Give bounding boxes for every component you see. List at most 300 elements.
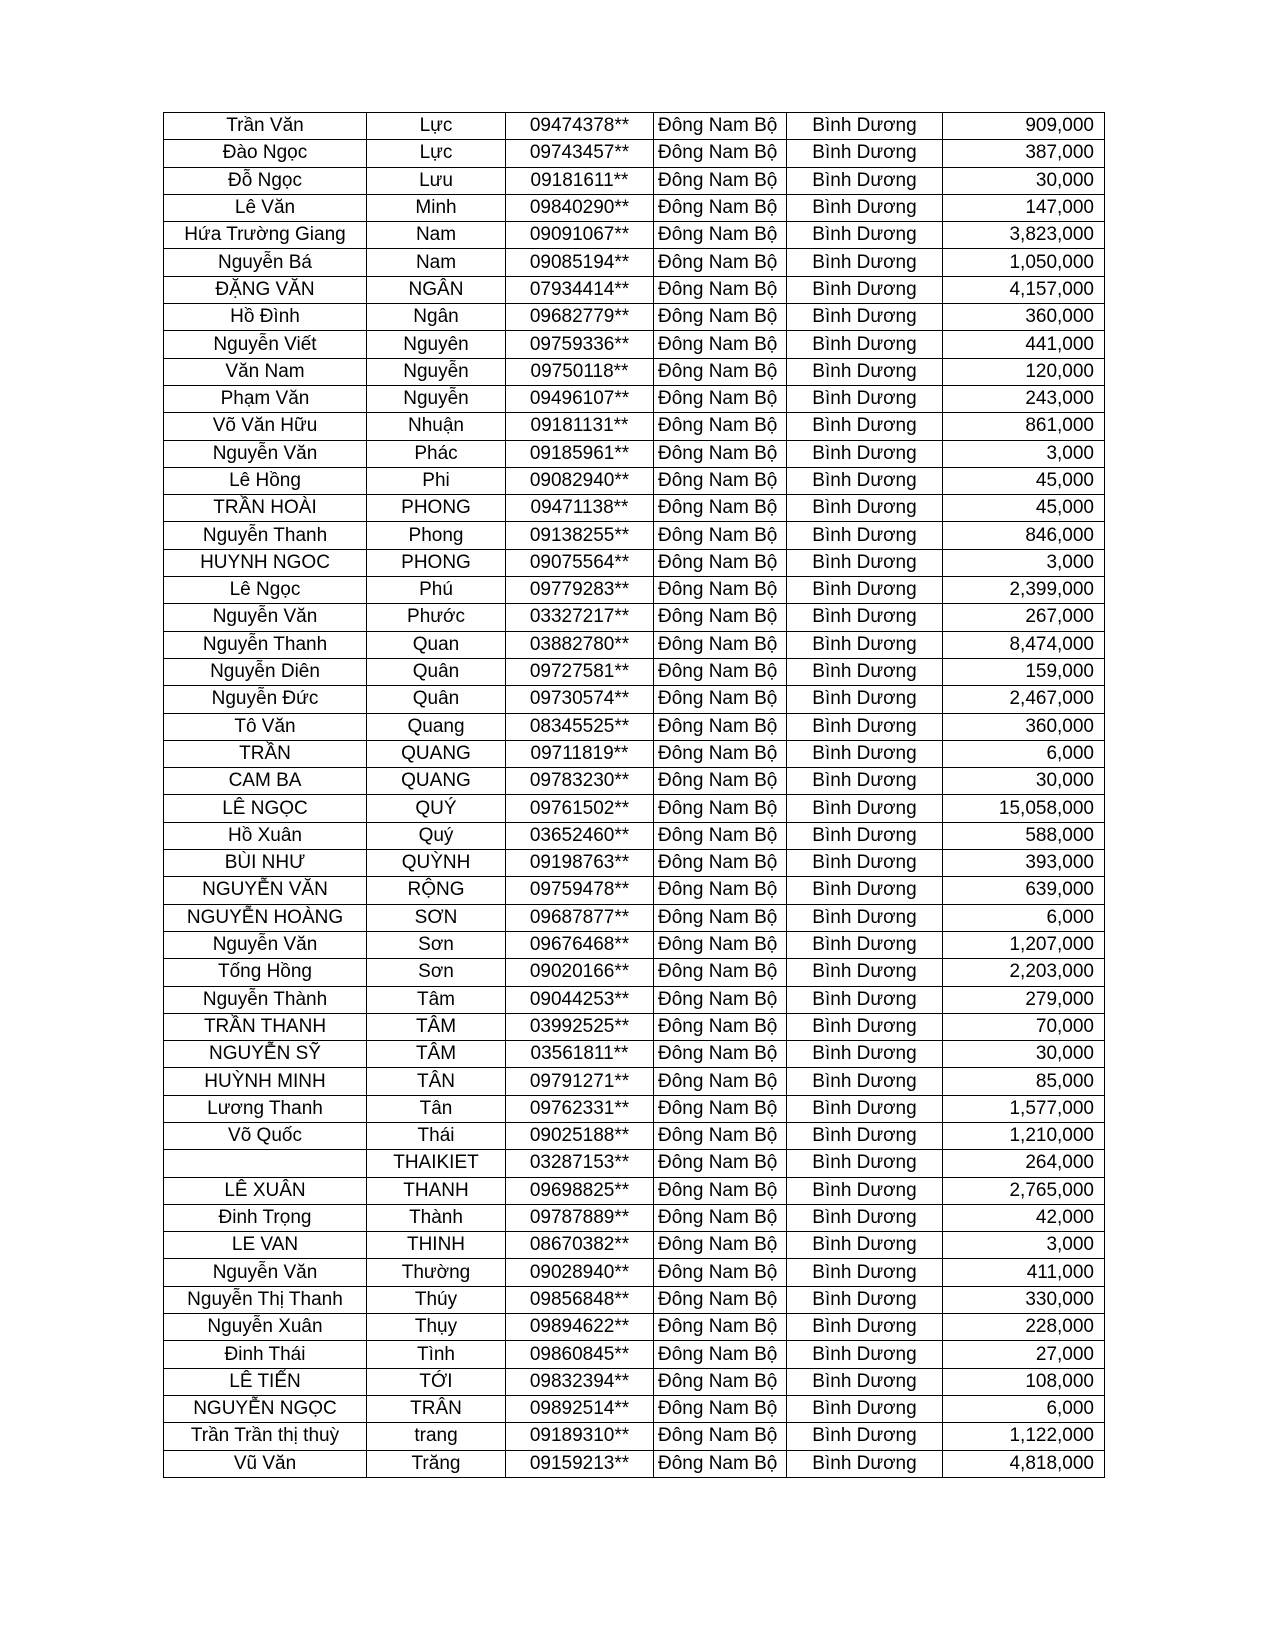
region-cell: Đông Nam Bộ [654,1095,787,1122]
region-cell: Đông Nam Bộ [654,304,787,331]
table-row [164,467,1105,494]
table-row [164,713,1105,740]
given-name-cell: Sơn [367,959,506,986]
phone-cell: 09743457** [506,140,654,167]
phone-cell: 09682779** [506,304,654,331]
surname-cell: HUỲNH MINH [164,1068,367,1095]
province-cell: Bình Dương [787,304,943,331]
province-cell: Bình Dương [787,1341,943,1368]
phone-cell: 09025188** [506,1122,654,1149]
phone-cell: 09860845** [506,1341,654,1368]
table-row [164,1041,1105,1068]
given-name-cell: RỘNG [367,877,506,904]
phone-cell: 09779283** [506,577,654,604]
phone-cell: 09892514** [506,1395,654,1422]
province-cell: Bình Dương [787,495,943,522]
table-body [164,113,1105,1478]
amount-cell: 147,000 [943,194,1105,221]
province-cell: Bình Dương [787,877,943,904]
surname-cell: Võ Văn Hữu [164,413,367,440]
region-cell: Đông Nam Bộ [654,959,787,986]
given-name-cell: Nguyễn [367,385,506,412]
amount-cell: 108,000 [943,1368,1105,1395]
region-cell: Đông Nam Bộ [654,413,787,440]
surname-cell: Võ Quốc [164,1122,367,1149]
region-cell: Đông Nam Bộ [654,931,787,958]
surname-cell: Hồ Xuân [164,822,367,849]
phone-cell: 09856848** [506,1286,654,1313]
region-cell: Đông Nam Bộ [654,331,787,358]
surname-cell: Nguyễn Thị Thanh [164,1286,367,1313]
region-cell: Đông Nam Bộ [654,658,787,685]
region-cell: Đông Nam Bộ [654,113,787,140]
surname-cell: LE VAN [164,1232,367,1259]
surname-cell: Lê Văn [164,194,367,221]
table-row [164,877,1105,904]
given-name-cell: Sơn [367,931,506,958]
given-name-cell: Minh [367,194,506,221]
province-cell: Bình Dương [787,385,943,412]
region-cell: Đông Nam Bộ [654,904,787,931]
amount-cell: 15,058,000 [943,795,1105,822]
surname-cell: Trần Trần thị thuỳ [164,1423,367,1450]
amount-cell: 639,000 [943,877,1105,904]
amount-cell: 4,818,000 [943,1450,1105,1477]
phone-cell: 09759478** [506,877,654,904]
given-name-cell: trang [367,1423,506,1450]
table-row [164,1314,1105,1341]
region-cell: Đông Nam Bộ [654,385,787,412]
given-name-cell: Phú [367,577,506,604]
surname-cell: Tô Văn [164,713,367,740]
table-row [164,822,1105,849]
given-name-cell: Tân [367,1095,506,1122]
table-row [164,1423,1105,1450]
surname-cell: Nguyễn Thanh [164,522,367,549]
phone-cell: 09185961** [506,440,654,467]
surname-cell: NGUYỄN SỸ [164,1041,367,1068]
given-name-cell: Thường [367,1259,506,1286]
province-cell: Bình Dương [787,904,943,931]
given-name-cell: QUÝ [367,795,506,822]
province-cell: Bình Dương [787,850,943,877]
amount-cell: 159,000 [943,658,1105,685]
province-cell: Bình Dương [787,686,943,713]
given-name-cell: SƠN [367,904,506,931]
given-name-cell: Lưu [367,167,506,194]
region-cell: Đông Nam Bộ [654,222,787,249]
province-cell: Bình Dương [787,1232,943,1259]
phone-cell: 09762331** [506,1095,654,1122]
region-cell: Đông Nam Bộ [654,440,787,467]
given-name-cell: QUANG [367,768,506,795]
phone-cell: 09181611** [506,167,654,194]
region-cell: Đông Nam Bộ [654,795,787,822]
amount-cell: 85,000 [943,1068,1105,1095]
province-cell: Bình Dương [787,140,943,167]
table-row [164,1286,1105,1313]
given-name-cell: QUỲNH [367,850,506,877]
surname-cell: Phạm Văn [164,385,367,412]
given-name-cell: Nguyên [367,331,506,358]
amount-cell: 4,157,000 [943,276,1105,303]
given-name-cell: Phi [367,467,506,494]
region-cell: Đông Nam Bộ [654,1395,787,1422]
amount-cell: 1,122,000 [943,1423,1105,1450]
province-cell: Bình Dương [787,1013,943,1040]
phone-cell: 09020166** [506,959,654,986]
phone-cell: 03561811** [506,1041,654,1068]
phone-cell: 09474378** [506,113,654,140]
surname-cell: TRẦN [164,740,367,767]
amount-cell: 909,000 [943,113,1105,140]
surname-cell: Nguyễn Viết [164,331,367,358]
amount-cell: 360,000 [943,304,1105,331]
region-cell: Đông Nam Bộ [654,1068,787,1095]
province-cell: Bình Dương [787,986,943,1013]
region-cell: Đông Nam Bộ [654,1013,787,1040]
region-cell: Đông Nam Bộ [654,1177,787,1204]
amount-cell: 3,000 [943,440,1105,467]
phone-cell: 09028940** [506,1259,654,1286]
table-row [164,768,1105,795]
region-cell: Đông Nam Bộ [654,495,787,522]
given-name-cell: THINH [367,1232,506,1259]
phone-cell: 09783230** [506,768,654,795]
phone-cell: 09075564** [506,549,654,576]
amount-cell: 8,474,000 [943,631,1105,658]
surname-cell: Nguyễn Diên [164,658,367,685]
table-row [164,931,1105,958]
amount-cell: 2,765,000 [943,1177,1105,1204]
phone-cell: 09496107** [506,385,654,412]
given-name-cell: NGÂN [367,276,506,303]
region-cell: Đông Nam Bộ [654,686,787,713]
amount-cell: 1,577,000 [943,1095,1105,1122]
phone-cell: 09676468** [506,931,654,958]
province-cell: Bình Dương [787,249,943,276]
table-row [164,1341,1105,1368]
given-name-cell: Nam [367,249,506,276]
given-name-cell: Lực [367,140,506,167]
region-cell: Đông Nam Bộ [654,1341,787,1368]
phone-cell: 09091067** [506,222,654,249]
surname-cell [164,1150,367,1177]
amount-cell: 264,000 [943,1150,1105,1177]
province-cell: Bình Dương [787,1395,943,1422]
amount-cell: 441,000 [943,331,1105,358]
table-row [164,604,1105,631]
amount-cell: 6,000 [943,1395,1105,1422]
region-cell: Đông Nam Bộ [654,850,787,877]
surname-cell: Đỗ Ngọc [164,167,367,194]
surname-cell: Trần Văn [164,113,367,140]
given-name-cell: Quan [367,631,506,658]
surname-cell: BÙI NHƯ [164,850,367,877]
province-cell: Bình Dương [787,822,943,849]
table-row [164,1368,1105,1395]
surname-cell: Lê Ngọc [164,577,367,604]
given-name-cell: Thành [367,1204,506,1231]
given-name-cell: THAIKIET [367,1150,506,1177]
province-cell: Bình Dương [787,577,943,604]
surname-cell: Nguyễn Bá [164,249,367,276]
province-cell: Bình Dương [787,604,943,631]
table-row [164,1068,1105,1095]
surname-cell: ĐẶNG VĂN [164,276,367,303]
province-cell: Bình Dương [787,795,943,822]
phone-cell: 09894622** [506,1314,654,1341]
amount-cell: 27,000 [943,1341,1105,1368]
given-name-cell: Lực [367,113,506,140]
province-cell: Bình Dương [787,1177,943,1204]
amount-cell: 3,000 [943,1232,1105,1259]
given-name-cell: THANH [367,1177,506,1204]
surname-cell: LÊ TIẾN [164,1368,367,1395]
phone-cell: 09159213** [506,1450,654,1477]
table-row [164,194,1105,221]
given-name-cell: Quý [367,822,506,849]
table-row [164,113,1105,140]
table-row [164,1232,1105,1259]
region-cell: Đông Nam Bộ [654,358,787,385]
amount-cell: 411,000 [943,1259,1105,1286]
region-cell: Đông Nam Bộ [654,1204,787,1231]
region-cell: Đông Nam Bộ [654,1423,787,1450]
amount-cell: 3,823,000 [943,222,1105,249]
region-cell: Đông Nam Bộ [654,1450,787,1477]
province-cell: Bình Dương [787,222,943,249]
table-row [164,222,1105,249]
given-name-cell: TÂM [367,1041,506,1068]
amount-cell: 30,000 [943,1041,1105,1068]
given-name-cell: Thụy [367,1314,506,1341]
region-cell: Đông Nam Bộ [654,577,787,604]
phone-cell: 09044253** [506,986,654,1013]
province-cell: Bình Dương [787,1314,943,1341]
table-row [164,986,1105,1013]
phone-cell: 09082940** [506,467,654,494]
phone-cell: 09791271** [506,1068,654,1095]
phone-cell: 03287153** [506,1150,654,1177]
given-name-cell: Nam [367,222,506,249]
given-name-cell: Nguyễn [367,358,506,385]
province-cell: Bình Dương [787,549,943,576]
phone-cell: 09138255** [506,522,654,549]
phone-cell: 09085194** [506,249,654,276]
table-row [164,959,1105,986]
province-cell: Bình Dương [787,113,943,140]
table-row [164,631,1105,658]
amount-cell: 45,000 [943,495,1105,522]
phone-cell: 09687877** [506,904,654,931]
table-row [164,904,1105,931]
given-name-cell: Quang [367,713,506,740]
given-name-cell: Phác [367,440,506,467]
province-cell: Bình Dương [787,768,943,795]
region-cell: Đông Nam Bộ [654,822,787,849]
surname-cell: Đinh Trọng [164,1204,367,1231]
region-cell: Đông Nam Bộ [654,249,787,276]
phone-cell: 09181131** [506,413,654,440]
amount-cell: 1,207,000 [943,931,1105,958]
table-row [164,276,1105,303]
region-cell: Đông Nam Bộ [654,1314,787,1341]
amount-cell: 267,000 [943,604,1105,631]
province-cell: Bình Dương [787,1122,943,1149]
table-row [164,658,1105,685]
given-name-cell: QUANG [367,740,506,767]
amount-cell: 2,467,000 [943,686,1105,713]
region-cell: Đông Nam Bộ [654,768,787,795]
province-cell: Bình Dương [787,413,943,440]
given-name-cell: TÂM [367,1013,506,1040]
region-cell: Đông Nam Bộ [654,986,787,1013]
phone-cell: 08345525** [506,713,654,740]
amount-cell: 228,000 [943,1314,1105,1341]
phone-cell: 09727581** [506,658,654,685]
given-name-cell: PHONG [367,495,506,522]
table-row [164,686,1105,713]
region-cell: Đông Nam Bộ [654,1041,787,1068]
table-row [164,358,1105,385]
amount-cell: 387,000 [943,140,1105,167]
amount-cell: 393,000 [943,850,1105,877]
given-name-cell: PHONG [367,549,506,576]
table-row [164,495,1105,522]
table-row [164,1450,1105,1477]
region-cell: Đông Nam Bộ [654,740,787,767]
phone-cell: 08670382** [506,1232,654,1259]
region-cell: Đông Nam Bộ [654,167,787,194]
amount-cell: 861,000 [943,413,1105,440]
surname-cell: HUYNH NGOC [164,549,367,576]
amount-cell: 2,399,000 [943,577,1105,604]
surname-cell: Nguyễn Thanh [164,631,367,658]
table-row [164,795,1105,822]
phone-cell: 09787889** [506,1204,654,1231]
province-cell: Bình Dương [787,631,943,658]
surname-cell: LÊ XUÂN [164,1177,367,1204]
amount-cell: 42,000 [943,1204,1105,1231]
table-row [164,167,1105,194]
province-cell: Bình Dương [787,358,943,385]
phone-cell: 03652460** [506,822,654,849]
surname-cell: Nguyễn Thành [164,986,367,1013]
amount-cell: 3,000 [943,549,1105,576]
given-name-cell: Thái [367,1122,506,1149]
surname-cell: Đào Ngọc [164,140,367,167]
table-row [164,522,1105,549]
given-name-cell: Thúy [367,1286,506,1313]
phone-cell: 09698825** [506,1177,654,1204]
province-cell: Bình Dương [787,931,943,958]
surname-cell: TRẦN THANH [164,1013,367,1040]
region-cell: Đông Nam Bộ [654,604,787,631]
province-cell: Bình Dương [787,440,943,467]
phone-cell: 03327217** [506,604,654,631]
province-cell: Bình Dương [787,959,943,986]
amount-cell: 846,000 [943,522,1105,549]
given-name-cell: TỚI [367,1368,506,1395]
region-cell: Đông Nam Bộ [654,1232,787,1259]
phone-cell: 09840290** [506,194,654,221]
phone-cell: 09711819** [506,740,654,767]
phone-cell: 09759336** [506,331,654,358]
surname-cell: NGUYỄN HOÀNG [164,904,367,931]
amount-cell: 588,000 [943,822,1105,849]
province-cell: Bình Dương [787,467,943,494]
surname-cell: Tống Hồng [164,959,367,986]
region-cell: Đông Nam Bộ [654,549,787,576]
phone-cell: 03992525** [506,1013,654,1040]
table-row [164,304,1105,331]
surname-cell: Nguyễn Văn [164,440,367,467]
given-name-cell: Nhuận [367,413,506,440]
phone-cell: 09189310** [506,1423,654,1450]
phone-cell: 09198763** [506,850,654,877]
region-cell: Đông Nam Bộ [654,140,787,167]
surname-cell: LÊ NGỌC [164,795,367,822]
given-name-cell: Tình [367,1341,506,1368]
surname-cell: Nguyễn Văn [164,1259,367,1286]
province-cell: Bình Dương [787,1204,943,1231]
phone-cell: 09750118** [506,358,654,385]
table-row [164,140,1105,167]
surname-cell: Lê Hồng [164,467,367,494]
province-cell: Bình Dương [787,331,943,358]
province-cell: Bình Dương [787,1259,943,1286]
table-row [164,1095,1105,1122]
region-cell: Đông Nam Bộ [654,1259,787,1286]
province-cell: Bình Dương [787,167,943,194]
surname-cell: Nguyễn Xuân [164,1314,367,1341]
table-row [164,1150,1105,1177]
table-row [164,440,1105,467]
amount-cell: 279,000 [943,986,1105,1013]
surname-cell: NGUYỄN VĂN [164,877,367,904]
province-cell: Bình Dương [787,713,943,740]
given-name-cell: TÂN [367,1068,506,1095]
amount-cell: 70,000 [943,1013,1105,1040]
table-row [164,385,1105,412]
surname-cell: NGUYỄN NGỌC [164,1395,367,1422]
given-name-cell: Quân [367,686,506,713]
surname-cell: Lương Thanh [164,1095,367,1122]
province-cell: Bình Dương [787,740,943,767]
amount-cell: 6,000 [943,740,1105,767]
table-row [164,1013,1105,1040]
table-row [164,1395,1105,1422]
region-cell: Đông Nam Bộ [654,713,787,740]
province-cell: Bình Dương [787,658,943,685]
surname-cell: Đinh Thái [164,1341,367,1368]
table-row [164,1122,1105,1149]
surname-cell: TRẦN HOÀI [164,495,367,522]
table-row [164,740,1105,767]
given-name-cell: Ngân [367,304,506,331]
phone-cell: 07934414** [506,276,654,303]
province-cell: Bình Dương [787,1368,943,1395]
table-row [164,850,1105,877]
table-row [164,1177,1105,1204]
region-cell: Đông Nam Bộ [654,194,787,221]
region-cell: Đông Nam Bộ [654,877,787,904]
amount-cell: 1,210,000 [943,1122,1105,1149]
province-cell: Bình Dương [787,522,943,549]
amount-cell: 45,000 [943,467,1105,494]
region-cell: Đông Nam Bộ [654,276,787,303]
